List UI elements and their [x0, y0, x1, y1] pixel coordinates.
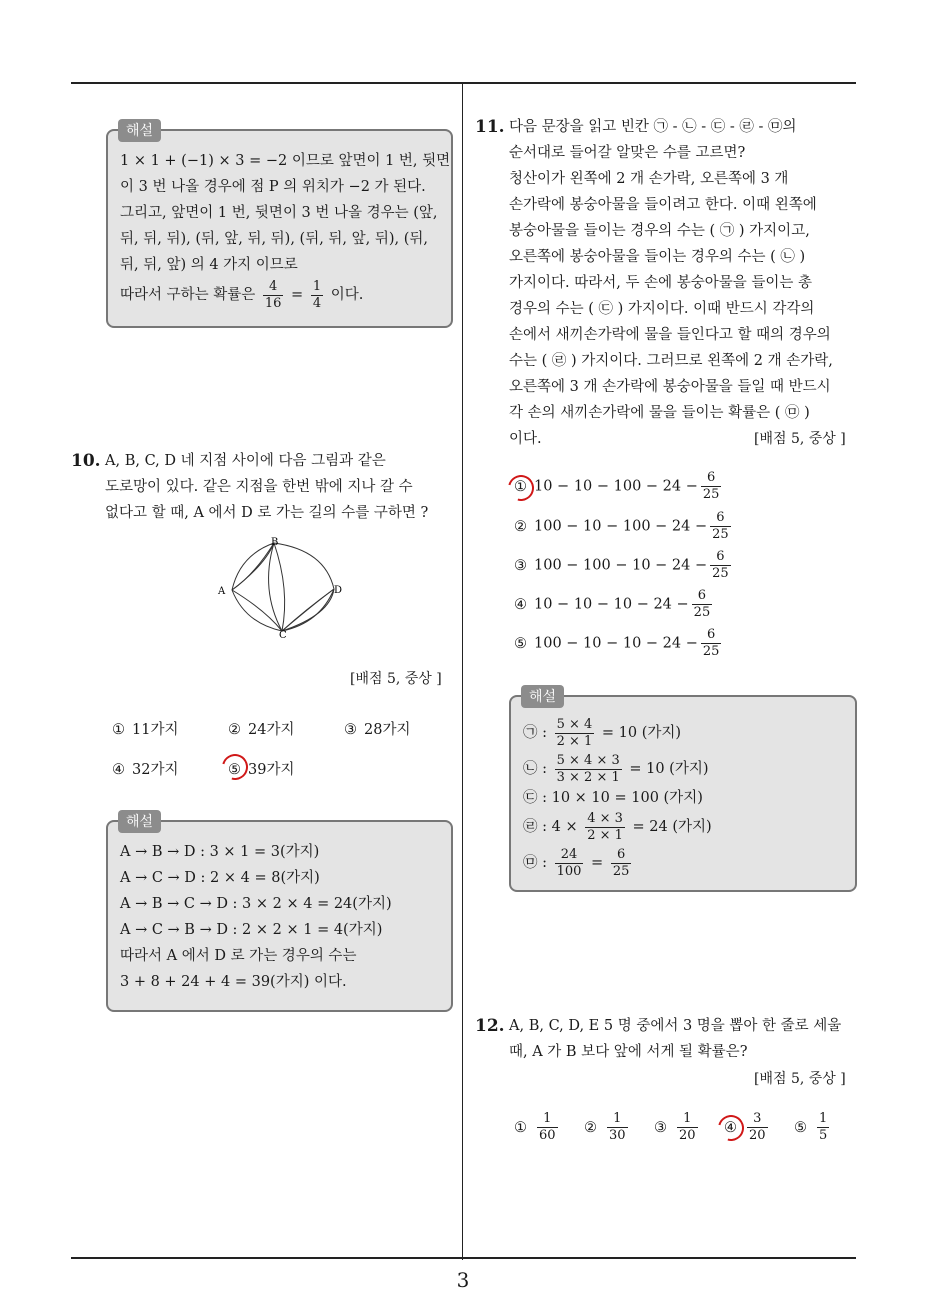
- solution-box-q10: [106, 814, 453, 1012]
- choice-mark: ⑤: [794, 1119, 807, 1136]
- equals-sign: =: [291, 287, 304, 303]
- solution-tag: 해설: [118, 119, 161, 142]
- question-line: 각 손의 새끼손가락에 물을 들이는 확률은 ( ㉤ ): [509, 405, 810, 421]
- solution-line: ㉠ : $\frac{5 \times 4}{2 \times 1}$ = 10 (가지): [523, 716, 682, 749]
- figure-label-b: B: [271, 537, 279, 548]
- choice-text: 24가지: [248, 722, 295, 738]
- road-network-figure: [210, 535, 350, 640]
- answer-circle-icon: [217, 749, 253, 785]
- solution-line: A → C → B → D : 2 × 2 × 1 = 4(가지): [120, 922, 383, 938]
- choice-mark: ②: [584, 1119, 597, 1136]
- fraction: $\frac{6}{25}$: [712, 549, 729, 581]
- question-number-10: 10.: [71, 451, 101, 471]
- choice-2[interactable]: [514, 510, 734, 543]
- solution-line: 뒤, 뒤, 앞) 의 4 가지 이므로: [120, 257, 298, 273]
- question-line: 오른쪽에 봉숭아물을 들이는 경우의 수는 ( ㉡ ): [509, 249, 806, 265]
- final-suffix: 이다.: [330, 287, 364, 303]
- solution-tag: 해설: [118, 810, 161, 833]
- choice-mark: ④: [724, 1119, 737, 1136]
- solution-line: 뒤, 뒤, 뒤), (뒤, 앞, 뒤, 뒤), (뒤, 뒤, 앞, 뒤), (뒤,: [120, 231, 429, 247]
- choice-mark: ⑤: [514, 635, 527, 652]
- question-line: 이다.: [509, 431, 542, 447]
- solution-line: A → C → D : 2 × 4 = 8(가지): [120, 870, 320, 886]
- question-12-text: [509, 1013, 841, 1065]
- choice-1[interactable]: [514, 470, 724, 503]
- page-number: 3: [456, 1268, 470, 1292]
- fraction: $\frac{6}{25}$: [712, 510, 729, 542]
- question-line: 손가락에 봉숭아물을 들이려고 한다. 이때 왼쪽에: [509, 197, 817, 213]
- question-number-11: 11.: [475, 117, 505, 137]
- choice-3[interactable]: [654, 1111, 701, 1144]
- solution-line: ㉡ : $\frac{5 \times 4 \times 3}{3 \times 2 \times 1}$ = 10 (가지): [523, 752, 709, 785]
- choice-4[interactable]: [112, 758, 178, 779]
- solution-line: ㉢ : 10 × 10 = 100 (가지): [523, 790, 703, 806]
- solution-line: 그리고, 앞면이 1 번, 뒷면이 3 번 나올 경우는 (앞,: [120, 205, 438, 221]
- question-line: 수는 ( ㉣ ) 가지이다. 그러므로 왼쪽에 2 개 손가락,: [509, 353, 833, 369]
- choice-mark: ①: [514, 1119, 527, 1136]
- fraction: $\frac{4}{16}$: [264, 278, 282, 311]
- figure-label-a: A: [218, 586, 226, 597]
- fraction: $\frac{1}{5}$: [819, 1111, 828, 1143]
- question-line: 봉숭아물을 들이는 경우의 수는 ( ㉠ ) 가지이고,: [509, 223, 810, 239]
- question-line: 경우의 수는 ( ㉢ ) 가지이다. 이때 반드시 각각의: [509, 301, 815, 317]
- choice-3[interactable]: [514, 549, 734, 582]
- fraction: $\frac{3}{20}$: [749, 1111, 766, 1143]
- choice-text: 11가지: [132, 722, 179, 738]
- top-rule: [71, 82, 856, 84]
- choice-text: 32가지: [132, 762, 179, 778]
- figure-label-c: C: [279, 630, 287, 640]
- choice-mark: ④: [112, 762, 125, 778]
- fraction: $\frac{1}{60}$: [539, 1111, 556, 1143]
- choice-5[interactable]: [794, 1111, 832, 1144]
- question-line: 때, A 가 B 보다 앞에 서게 될 확률은?: [509, 1044, 748, 1060]
- question-line: A, B, C, D 네 지점 사이에 다음 그림과 같은: [105, 453, 386, 469]
- solution-line: 3 + 8 + 24 + 4 = 39(가지) 이다.: [120, 974, 347, 990]
- question-line: 오른쪽에 3 개 손가락에 봉숭아물을 들일 때 반드시: [509, 379, 831, 395]
- solution-line: 1 × 1 + (−1) × 3 = −2 이므로 앞면이 1 번, 뒷면: [120, 153, 451, 169]
- fraction: $\frac{1}{4}$: [312, 278, 322, 311]
- question-line: A, B, C, D, E 5 명 중에서 3 명을 뽑아 한 줄로 세울: [509, 1018, 842, 1034]
- question-10-text: [105, 448, 428, 526]
- solution-line: A → B → C → D : 3 × 2 × 4 = 24(가지): [120, 896, 392, 912]
- choice-text: 100 − 10 − 10 − 24 −: [534, 635, 698, 652]
- choice-1[interactable]: [112, 718, 178, 739]
- choice-mark: ③: [654, 1119, 667, 1136]
- choice-text: 10 − 10 − 100 − 24 −: [534, 478, 698, 495]
- choice-mark: ⑤: [228, 762, 241, 778]
- choice-mark: ②: [228, 722, 241, 738]
- choice-mark: ③: [514, 557, 527, 574]
- solution-line: 따라서 A 에서 D 로 가는 경우의 수는: [120, 948, 357, 964]
- choice-4[interactable]: [514, 588, 715, 621]
- column-divider: [462, 84, 463, 1260]
- bottom-rule: [71, 1257, 856, 1259]
- final-prefix: 따라서 구하는 확률은: [120, 287, 256, 303]
- figure-label-d: D: [334, 585, 343, 596]
- solution-box-q9: [106, 123, 453, 328]
- choice-2[interactable]: [584, 1111, 631, 1144]
- choice-2[interactable]: [228, 718, 294, 739]
- choice-text: 28가지: [364, 722, 411, 738]
- points-label: [배점 5, 중상 ]: [754, 431, 846, 447]
- choice-mark: ③: [344, 722, 357, 738]
- choice-text: 10 − 10 − 10 − 24 −: [534, 596, 689, 613]
- question-line: 가지이다. 따라서, 두 손에 봉숭아물을 들이는 총: [509, 275, 813, 291]
- fraction: $\frac{1}{30}$: [609, 1111, 626, 1143]
- choice-text: 39가지: [248, 762, 295, 778]
- fraction: $\frac{6}{25}$: [693, 588, 711, 620]
- question-number-12: 12.: [475, 1016, 505, 1036]
- question-line: 순서대로 들어갈 알맞은 수를 고르면?: [509, 145, 746, 161]
- choice-5[interactable]: [514, 627, 724, 660]
- fraction: $\frac{6}{25}$: [702, 627, 720, 659]
- solution-box-q11: [509, 689, 857, 892]
- choice-3[interactable]: [344, 718, 410, 739]
- solution-line: ㉣ : 4 × $\frac{4 \times 3}{2 \times 1}$ = 24 (가지): [523, 810, 712, 843]
- question-line: 다음 문장을 읽고 빈칸 ㉠ - ㉡ - ㉢ - ㉣ - ㉤의: [509, 119, 797, 135]
- fraction: $\frac{6}{25}$: [702, 470, 720, 502]
- choice-text: 100 − 100 − 10 − 24 −: [534, 557, 708, 574]
- fraction: $\frac{1}{20}$: [679, 1111, 696, 1143]
- choice-text: 100 − 10 − 100 − 24 −: [534, 518, 708, 535]
- question-line: 청산이가 왼쪽에 2 개 손가락, 오른쪽에 3 개: [509, 171, 789, 187]
- choice-mark: ①: [514, 478, 527, 495]
- solution-line: 이 3 번 나올 경우에 점 P 의 위치가 −2 가 된다.: [120, 179, 426, 195]
- solution-tag: 해설: [521, 685, 564, 708]
- question-11-text: [509, 114, 833, 452]
- question-line: 없다고 할 때, A 에서 D 로 가는 길의 수를 구하면 ?: [105, 505, 429, 521]
- solution-final-line: [120, 278, 441, 312]
- choice-1[interactable]: [514, 1111, 561, 1144]
- points-label: [배점 5, 중상 ]: [754, 1071, 846, 1087]
- solution-line: ㉤ : $\frac{24}{100}$ = $\frac{6}{25}$: [523, 846, 630, 879]
- points-label: [배점 5, 중상 ]: [350, 671, 442, 687]
- solution-line: A → B → D : 3 × 1 = 3(가지): [120, 844, 320, 860]
- question-line: 손에서 새끼손가락에 물을 들인다고 할 때의 경우의: [509, 327, 831, 343]
- question-line: 도로망이 있다. 같은 지점을 한번 밖에 지나 갈 수: [105, 479, 413, 495]
- choice-mark: ②: [514, 518, 527, 535]
- choice-mark: ①: [112, 722, 125, 738]
- choice-mark: ④: [514, 596, 527, 613]
